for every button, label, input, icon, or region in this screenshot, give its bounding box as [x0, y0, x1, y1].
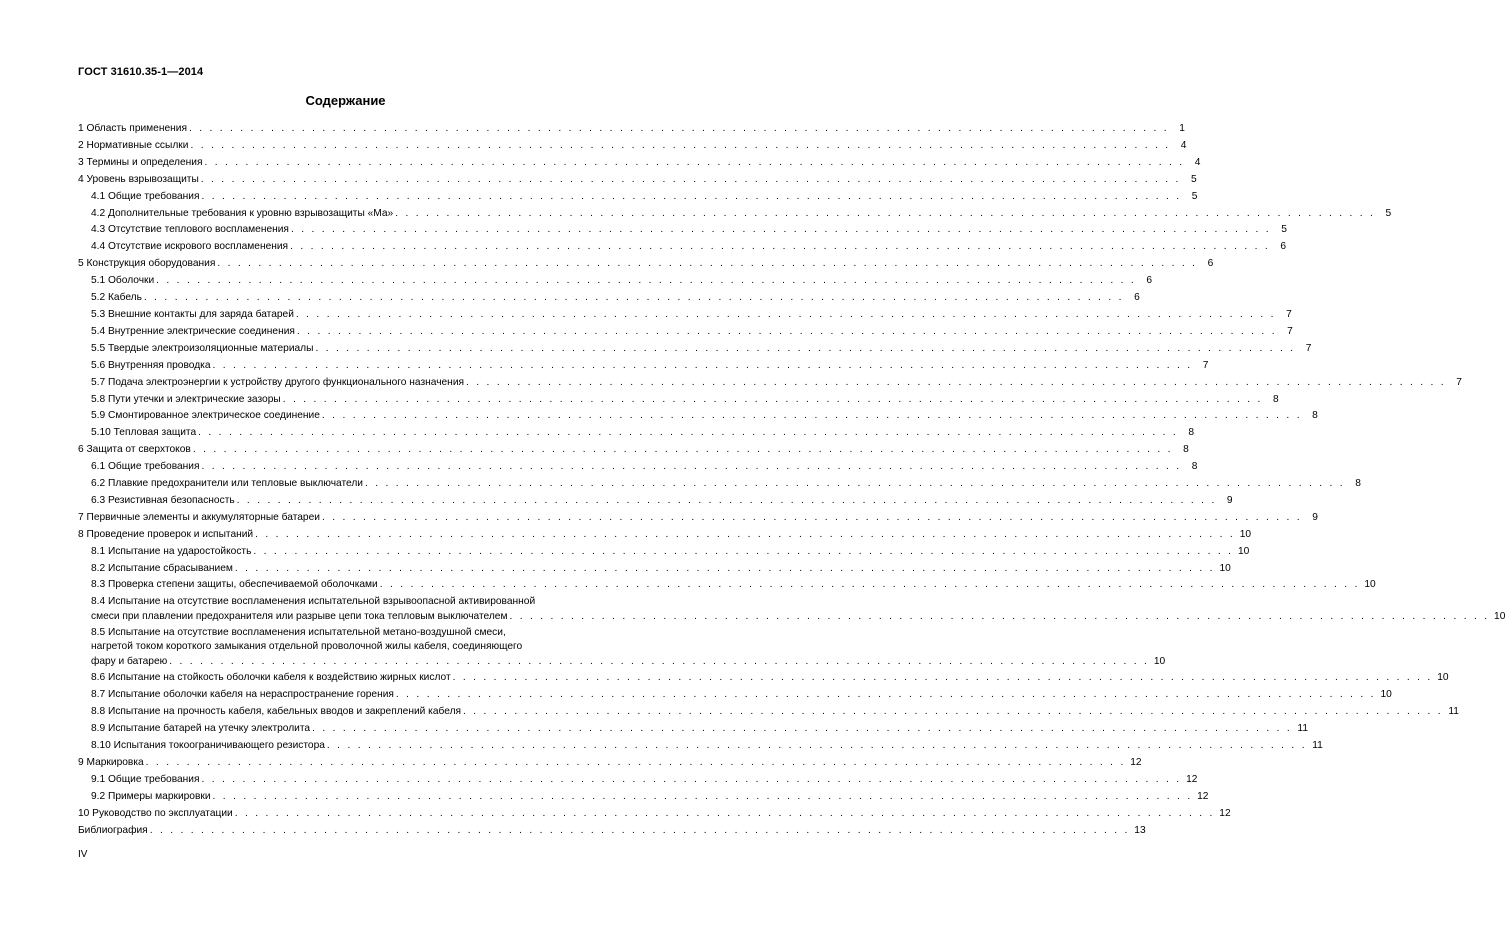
toc-leader-dots: . . . . . . . . . . . . . . . . . . . . . . . . . . . . . . . . . . . . . . . . . . . . . . . . . . . . . . . . . . . . . . . . . . . . . . . . . . . . . . . . . . . . . . . . . . . . . . . . — [290, 241, 1270, 253]
toc-leader-dots: . . . . . . . . . . . . . . . . . . . . . . . . . . . . . . . . . . . . . . . . . . . . . . . . . . . . . . . . . . . . . . . . . . . . . . . . . . . . . . . . . . . . . . . . . . . . . . . . — [188, 123, 1169, 134]
toc-page-number: 10 — [1153, 655, 1166, 667]
toc-page-number: 12 — [1219, 807, 1231, 819]
toc-entry[interactable] — [78, 704, 1459, 721]
toc-entry[interactable] — [78, 307, 1292, 324]
toc-leader-dots: . . . . . . . . . . . . . . . . . . . . . . . . . . . . . . . . . . . . . . . . . . . . . . . . . . . . . . . . . . . . . . . . . . . . . . . . . . . . . . . . . . . . . . . . . . . . . . . . — [217, 258, 1198, 270]
toc-leader-dots: . . . . . . . . . . . . . . . . . . . . . . . . . . . . . . . . . . . . . . . . . . . . . . . . . . . . . . . . . . . . . . . . . . . . . . . . . . . . . . . . . . . . . . . . . . . . . . . . — [156, 275, 1137, 287]
toc-entry-label: 5.1 Оболочки — [91, 275, 155, 287]
toc-page-number: 7 — [1286, 308, 1292, 320]
toc-page-number: 9 — [1226, 494, 1233, 506]
toc-entry[interactable] — [78, 577, 1376, 594]
toc-entry-label: 4.2 Дополнительные требования к уровню взрывозащиты «Ма» — [91, 207, 394, 219]
toc-entry-label: 5.5 Твердые электроизоляционные материалы — [91, 342, 314, 354]
toc-page-number: 10 — [1239, 528, 1252, 540]
toc-entry[interactable] — [78, 561, 1231, 578]
toc-page-number: 7 — [1287, 325, 1293, 337]
toc-page-number: 7 — [1456, 376, 1462, 388]
toc-page-number: 11 — [1297, 723, 1308, 735]
page-number: IV — [78, 849, 88, 860]
toc-entry-label: смеси при плавлении предохранителя или разрыве цепи тока тепловым выключателем — [91, 610, 508, 622]
toc-entry-label: 8.8 Испытание на прочность кабеля, кабельных вводов и закреплений кабеля — [91, 706, 462, 718]
toc-leader-dots: . . . . . . . . . . . . . . . . . . . . . . . . . . . . . . . . . . . . . . . . . . . . . . . . . . . . . . . . . . . . . . . . . . . . . . . . . . . . . . . . . . . . . . . . . . . . . . . . — [326, 740, 1307, 752]
toc-leader-dots: . . . . . . . . . . . . . . . . . . . . . . . . . . . . . . . . . . . . . . . . . . . . . . . . . . . . . . . . . . . . . . . . . . . . . . . . . . . . . . . . . . . . . . . . . . . . . . . . — [236, 494, 1217, 506]
toc-page-number: 12 — [1130, 756, 1142, 768]
toc-page-number: 6 — [1280, 241, 1286, 253]
toc-page-number: 10 — [1437, 672, 1449, 684]
toc-entry[interactable] — [78, 772, 1198, 789]
toc-page-number: 4 — [1180, 139, 1187, 151]
toc-entry[interactable] — [78, 172, 1197, 189]
toc-entry[interactable] — [78, 806, 1231, 823]
toc-entry[interactable] — [78, 206, 1392, 223]
toc-entry-label: 9.1 Общие требования — [91, 773, 200, 785]
toc-leader-dots: . . . . . . . . . . . . . . . . . . . . . . . . . . . . . . . . . . . . . . . . . . . . . . . . . . . . . . . . . . . . . . . . . . . . . . . . . . . . . . . . . . . . . . . . . . . . . . . . — [201, 190, 1182, 202]
toc-entry-label: 6 Защита от сверхтоков — [78, 444, 191, 456]
toc-entry[interactable] — [78, 738, 1323, 755]
toc-entry-label: фару и батарею — [91, 655, 168, 667]
toc-entry-label: 5 Конструкция оборудования — [78, 258, 216, 270]
toc-leader-dots: . . . . . . . . . . . . . . . . . . . . . . . . . . . . . . . . . . . . . . . . . . . . . . . . . . . . . . . . . . . . . . . . . . . . . . . . . . . . . . . . . . . . . . . . . . . . . . . . — [204, 156, 1185, 168]
toc-page-number: 1 — [1179, 123, 1185, 134]
toc-entry-label: 5.6 Внутренняя проводка — [91, 359, 211, 371]
toc-entry-label: 6.3 Резистивная безопасность — [91, 494, 235, 506]
toc-page-number: 4 — [1194, 156, 1201, 168]
toc-entry-label: 9.2 Примеры маркировки — [91, 790, 211, 802]
toc-entry-label: 8 Проведение проверок и испытаний — [78, 528, 254, 540]
toc-entry[interactable] — [78, 755, 1142, 772]
toc-entry-label: 6.1 Общие требования — [91, 461, 200, 473]
toc-leader-dots: . . . . . . . . . . . . . . . . . . . . . . . . . . . . . . . . . . . . . . . . . . . . . . . . . . . . . . . . . . . . . . . . . . . . . . . . . . . . . . . . . . . . . . . . . . . . . . . . — [364, 478, 1345, 490]
toc-page-number: 7 — [1305, 342, 1312, 354]
toc-leader-dots: . . . . . . . . . . . . . . . . . . . . . . . . . . . . . . . . . . . . . . . . . . . . . . . . . . . . . . . . . . . . . . . . . . . . . . . . . . . . . . . . . . . . . . . . . . . . . . . . — [200, 173, 1181, 185]
toc-entry[interactable] — [78, 239, 1286, 256]
toc-entry-label: 5.3 Внешние контакты для заряда батарей — [91, 308, 294, 320]
toc-entry-label: 5.7 Подача электроэнергии к устройству другого функционального назначения — [91, 376, 465, 388]
toc-page-number: 13 — [1134, 824, 1146, 836]
toc-leader-dots: . . . . . . . . . . . . . . . . . . . . . . . . . . . . . . . . . . . . . . . . . . . . . . . . . . . . . . . . . . . . . . . . . . . . . . . . . . . . . . . . . . . . . . . . . . . . . . . . — [379, 579, 1360, 591]
toc-leader-dots: . . . . . . . . . . . . . . . . . . . . . . . . . . . . . . . . . . . . . . . . . . . . . . . . . . . . . . . . . . . . . . . . . . . . . . . . . . . . . . . . . . . . . . . . . . . . . . . . — [321, 410, 1302, 422]
toc-entry-label: 5.9 Смонтированное электрическое соединение — [91, 410, 320, 422]
toc-leader-dots: . . . . . . . . . . . . . . . . . . . . . . . . . . . . . . . . . . . . . . . . . . . . . . . . . . . . . . . . . . . . . . . . . . . . . . . . . . . . . . . . . . . . . . . . . . . . . . . . — [190, 139, 1171, 151]
toc-entry-label: 8.10 Испытания токоограничивающего резистора — [91, 740, 325, 752]
toc-page-number: 12 — [1186, 773, 1198, 785]
toc-entry[interactable] — [78, 823, 1146, 840]
toc-entry-label: 8.3 Проверка степени защиты, обеспечиваемой оболочками — [91, 579, 378, 591]
toc-leader-dots: . . . . . . . . . . . . . . . . . . . . . . . . . . . . . . . . . . . . . . . . . . . . . . . . . . . . . . . . . . . . . . . . . . . . . . . . . . . . . . . . . . . . . . . . . . . . . . . . — [509, 610, 1490, 622]
toc-leader-dots: . . . . . . . . . . . . . . . . . . . . . . . . . . . . . . . . . . . . . . . . . . . . . . . . . . . . . . . . . . . . . . . . . . . . . . . . . . . . . . . . . . . . . . . . . . . . . . . . — [395, 207, 1376, 219]
toc-entry-label: 5.2 Кабель — [91, 292, 142, 304]
toc-leader-dots: . . . . . . . . . . . . . . . . . . . . . . . . . . . . . . . . . . . . . . . . . . . . . . . . . . . . . . . . . . . . . . . . . . . . . . . . . . . . . . . . . . . . . . . . . . . . . . . . — [201, 773, 1182, 785]
toc-page-number: 8 — [1188, 427, 1195, 439]
toc-leader-dots: . . . . . . . . . . . . . . . . . . . . . . . . . . . . . . . . . . . . . . . . . . . . . . . . . . . . . . . . . . . . . . . . . . . . . . . . . . . . . . . . . . . . . . . . . . . . . . . . — [282, 393, 1263, 405]
toc-leader-dots: . . . . . . . . . . . . . . . . . . . . . . . . . . . . . . . . . . . . . . . . . . . . . . . . . . . . . . . . . . . . . . . . . . . . . . . . . . . . . . . . . . . . . . . . . . . . . . . . — [143, 292, 1124, 304]
toc-entry[interactable] — [78, 408, 1318, 425]
toc-page-number: 6 — [1146, 275, 1153, 287]
toc-page-number: 8 — [1272, 393, 1279, 405]
document-code: ГОСТ 31610.35-1—2014 — [78, 66, 204, 78]
toc-entry[interactable] — [78, 459, 1198, 476]
toc-entry-label: 5.4 Внутренние электрические соединения — [91, 325, 295, 337]
toc-entry[interactable] — [78, 222, 1287, 239]
toc-leader-dots: . . . . . . . . . . . . . . . . . . . . . . . . . . . . . . . . . . . . . . . . . . . . . . . . . . . . . . . . . . . . . . . . . . . . . . . . . . . . . . . . . . . . . . . . . . . . . . . . — [201, 461, 1182, 473]
toc-leader-dots: . . . . . . . . . . . . . . . . . . . . . . . . . . . . . . . . . . . . . . . . . . . . . . . . . . . . . . . . . . . . . . . . . . . . . . . . . . . . . . . . . . . . . . . . . . . . . . . . — [212, 790, 1193, 802]
toc-leader-dots: . . . . . . . . . . . . . . . . . . . . . . . . . . . . . . . . . . . . . . . . . . . . . . . . . . . . . . . . . . . . . . . . . . . . . . . . . . . . . . . . . . . . . . . . . . . . . . . . — [212, 359, 1193, 371]
toc-leader-dots: . . . . . . . . . . . . . . . . . . . . . . . . . . . . . . . . . . . . . . . . . . . . . . . . . . . . . . . . . . . . . . . . . . . . . . . . . . . . . . . . . . . . . . . . . . . . . . . . — [296, 325, 1277, 337]
toc-page-number: 10 — [1364, 579, 1376, 591]
toc-entry[interactable] — [78, 324, 1293, 341]
toc-entry-label: 5.10 Тепловая защита — [91, 427, 197, 439]
toc-entry-label: 4.4 Отсутствие искрового воспламенения — [91, 241, 289, 253]
toc-entry[interactable] — [78, 358, 1209, 375]
toc-entry-label: 8.6 Испытание на стойкость оболочки кабеля к воздействию жирных кислот — [91, 672, 451, 684]
toc-page-number: 11 — [1312, 740, 1323, 752]
toc-page-number: 6 — [1207, 258, 1214, 270]
toc-entry-label: 8.9 Испытание батарей на утечку электролита — [91, 723, 311, 735]
toc-leader-dots: . . . . . . . . . . . . . . . . . . . . . . . . . . . . . . . . . . . . . . . . . . . . . . . . . . . . . . . . . . . . . . . . . . . . . . . . . . . . . . . . . . . . . . . . . . . . . . . . — [198, 427, 1179, 439]
toc-page-number: 5 — [1191, 190, 1198, 202]
toc-entry-text-line: 8.5 Испытание на отсутствие воспламенения испытательной метано-воздушной смеси, — [91, 627, 506, 639]
toc-page-number: 6 — [1134, 292, 1140, 304]
toc-leader-dots: . . . . . . . . . . . . . . . . . . . . . . . . . . . . . . . . . . . . . . . . . . . . . . . . . . . . . . . . . . . . . . . . . . . . . . . . . . . . . . . . . . . . . . . . . . . . . . . . — [463, 706, 1443, 718]
toc-leader-dots: . . . . . . . . . . . . . . . . . . . . . . . . . . . . . . . . . . . . . . . . . . . . . . . . . . . . . . . . . . . . . . . . . . . . . . . . . . . . . . . . . . . . . . . . . . . . . . . . — [145, 756, 1126, 768]
toc-entry-label: 2 Нормативные ссылки — [78, 139, 189, 151]
toc-entry[interactable] — [78, 189, 1198, 206]
toc-page-number: 10 — [1494, 610, 1505, 622]
toc-entry-label: 5.8 Пути утечки и электрические зазоры — [91, 393, 281, 405]
toc-entry-label: 7 Первичные элементы и аккумуляторные батареи — [78, 511, 320, 523]
toc-leader-dots: . . . . . . . . . . . . . . . . . . . . . . . . . . . . . . . . . . . . . . . . . . . . . . . . . . . . . . . . . . . . . . . . . . . . . . . . . . . . . . . . . . . . . . . . . . . . . . . . — [234, 807, 1215, 819]
toc-page-number: 5 — [1191, 173, 1197, 185]
toc-entry-text-line: 8.4 Испытание на отсутствие воспламенения испытательной взрывоопасной активированной — [91, 596, 536, 608]
toc-leader-dots: . . . . . . . . . . . . . . . . . . . . . . . . . . . . . . . . . . . . . . . . . . . . . . . . . . . . . . . . . . . . . . . . . . . . . . . . . . . . . . . . . . . . . . . . . . . . . . . . — [290, 224, 1271, 236]
toc-leader-dots: . . . . . . . . . . . . . . . . . . . . . . . . . . . . . . . . . . . . . . . . . . . . . . . . . . . . . . . . . . . . . . . . . . . . . . . . . . . . . . . . . . . . . . . . . . . . . . . . — [192, 444, 1173, 456]
toc-leader-dots: . . . . . . . . . . . . . . . . . . . . . . . . . . . . . . . . . . . . . . . . . . . . . . . . . . . . . . . . . . . . . . . . . . . . . . . . . . . . . . . . . . . . . . . . . . . . . . . . — [295, 308, 1276, 320]
toc-entry[interactable] — [78, 527, 1252, 544]
toc-entry-label: 8.2 Испытание сбрасыванием — [91, 562, 233, 574]
toc-page-number: 8 — [1191, 461, 1198, 473]
toc-page-number: 10 — [1237, 545, 1250, 557]
toc-entry-label: 3 Термины и определения — [78, 156, 203, 168]
toc-entry[interactable] — [78, 721, 1308, 738]
toc-entry[interactable] — [78, 442, 1189, 459]
toc-page-number: 8 — [1312, 410, 1318, 422]
toc-entry-label: 1 Область применения — [78, 123, 187, 134]
toc-entry[interactable] — [78, 544, 1250, 561]
toc-entry[interactable] — [78, 121, 1185, 138]
table-of-contents — [78, 121, 1505, 839]
toc-entry-label: 4.1 Общие требования — [91, 190, 200, 202]
toc-leader-dots: . . . . . . . . . . . . . . . . . . . . . . . . . . . . . . . . . . . . . . . . . . . . . . . . . . . . . . . . . . . . . . . . . . . . . . . . . . . . . . . . . . . . . . . . . . . . . . . . — [395, 689, 1376, 701]
toc-entry[interactable] — [78, 687, 1392, 704]
toc-entry[interactable] — [78, 290, 1140, 307]
toc-page-number: 9 — [1312, 511, 1318, 523]
toc-leader-dots: . . . . . . . . . . . . . . . . . . . . . . . . . . . . . . . . . . . . . . . . . . . . . . . . . . . . . . . . . . . . . . . . . . . . . . . . . . . . . . . . . . . . . . . . . . . . . . . . — [321, 511, 1302, 523]
toc-title: Содержание — [305, 93, 386, 108]
toc-entry[interactable] — [78, 155, 1201, 172]
toc-page-number: 8 — [1355, 478, 1361, 490]
toc-entry[interactable] — [78, 138, 1187, 155]
toc-page-number: 10 — [1380, 689, 1392, 701]
toc-leader-dots: . . . . . . . . . . . . . . . . . . . . . . . . . . . . . . . . . . . . . . . . . . . . . . . . . . . . . . . . . . . . . . . . . . . . . . . . . . . . . . . . . . . . . . . . . . . . . . . . — [255, 528, 1236, 540]
toc-entry[interactable] — [78, 341, 1312, 358]
toc-leader-dots: . . . . . . . . . . . . . . . . . . . . . . . . . . . . . . . . . . . . . . . . . . . . . . . . . . . . . . . . . . . . . . . . . . . . . . . . . . . . . . . . . . . . . . . . . . . . . . . . — [234, 562, 1215, 574]
toc-page-number: 5 — [1385, 207, 1392, 219]
toc-entry[interactable] — [78, 273, 1153, 290]
toc-leader-dots: . . . . . . . . . . . . . . . . . . . . . . . . . . . . . . . . . . . . . . . . . . . . . . . . . . . . . . . . . . . . . . . . . . . . . . . . . . . . . . . . . . . . . . . . . . . . . . . . — [169, 655, 1150, 667]
toc-entry[interactable] — [78, 493, 1233, 510]
toc-entry[interactable] — [78, 625, 1166, 670]
toc-leader-dots: . . . . . . . . . . . . . . . . . . . . . . . . . . . . . . . . . . . . . . . . . . . . . . . . . . . . . . . . . . . . . . . . . . . . . . . . . . . . . . . . . . . . . . . . . . . . . . . . — [466, 376, 1446, 388]
toc-entry-label: 4 Уровень взрывозащиты — [78, 173, 199, 185]
toc-page-number: 7 — [1202, 359, 1209, 371]
toc-entry-label: 4.3 Отсутствие теплового воспламенения — [91, 224, 289, 236]
toc-entry[interactable] — [78, 392, 1279, 409]
toc-page-number: 5 — [1281, 224, 1287, 236]
toc-entry[interactable] — [78, 510, 1318, 527]
toc-page-number: 12 — [1197, 790, 1209, 802]
toc-leader-dots: . . . . . . . . . . . . . . . . . . . . . . . . . . . . . . . . . . . . . . . . . . . . . . . . . . . . . . . . . . . . . . . . . . . . . . . . . . . . . . . . . . . . . . . . . . . . . . . . — [253, 545, 1234, 557]
toc-leader-dots: . . . . . . . . . . . . . . . . . . . . . . . . . . . . . . . . . . . . . . . . . . . . . . . . . . . . . . . . . . . . . . . . . . . . . . . . . . . . . . . . . . . . . . . . . . . . . . . . — [149, 824, 1130, 836]
toc-entry-label: 9 Маркировка — [78, 756, 144, 768]
toc-entry-label: Библиография — [78, 824, 148, 836]
toc-entry[interactable] — [78, 670, 1449, 687]
toc-entry-label: 8.7 Испытание оболочки кабеля на нераспространение горения — [91, 689, 394, 701]
toc-entry[interactable] — [78, 594, 1505, 625]
toc-page-number: 11 — [1448, 706, 1459, 718]
toc-entry-text-line: нагретой током короткого замыкания отдельной проволочной жилы кабеля, соединяющего — [91, 641, 523, 653]
toc-entry[interactable] — [78, 476, 1361, 493]
toc-entry[interactable] — [78, 256, 1214, 273]
toc-entry[interactable] — [78, 425, 1195, 442]
toc-entry-label: 6.2 Плавкие предохранители или тепловые выключатели — [91, 478, 363, 490]
toc-entry-label: 10 Руководство по эксплуатации — [78, 807, 233, 819]
toc-leader-dots: . . . . . . . . . . . . . . . . . . . . . . . . . . . . . . . . . . . . . . . . . . . . . . . . . . . . . . . . . . . . . . . . . . . . . . . . . . . . . . . . . . . . . . . . . . . . . . . . — [452, 672, 1433, 684]
toc-entry-label: 8.1 Испытание на ударостойкость — [91, 545, 252, 557]
toc-entry[interactable] — [78, 375, 1462, 392]
toc-page-number: 8 — [1183, 444, 1189, 456]
toc-leader-dots: . . . . . . . . . . . . . . . . . . . . . . . . . . . . . . . . . . . . . . . . . . . . . . . . . . . . . . . . . . . . . . . . . . . . . . . . . . . . . . . . . . . . . . . . . . . . . . . . — [315, 342, 1296, 354]
toc-page-number: 10 — [1219, 562, 1231, 574]
toc-leader-dots: . . . . . . . . . . . . . . . . . . . . . . . . . . . . . . . . . . . . . . . . . . . . . . . . . . . . . . . . . . . . . . . . . . . . . . . . . . . . . . . . . . . . . . . . . . . . . . . . — [312, 723, 1292, 735]
toc-entry[interactable] — [78, 789, 1209, 806]
